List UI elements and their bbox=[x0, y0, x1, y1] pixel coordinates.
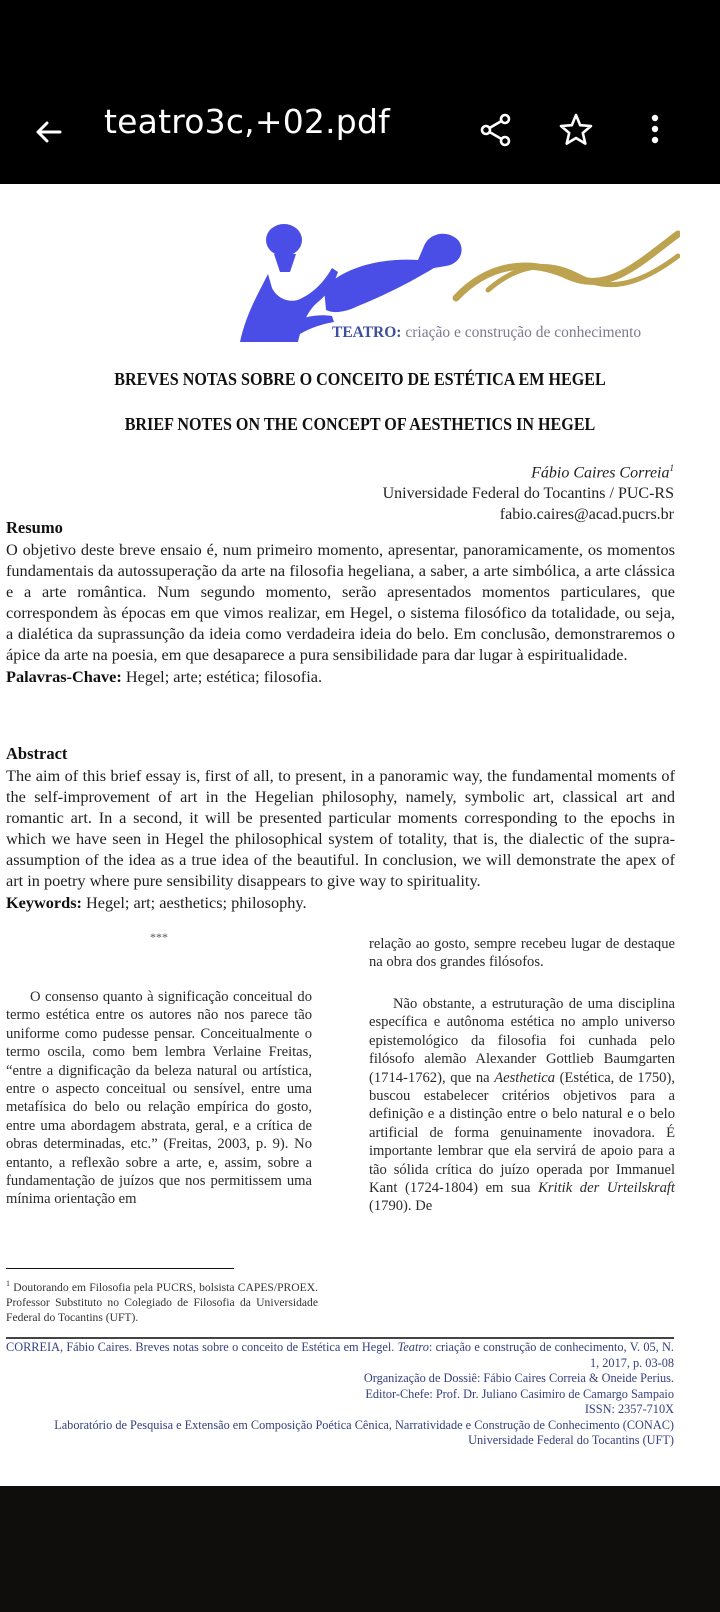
citation-organizacao: Organização de Dossiê: Fábio Caires Correia & Oneide Perius. bbox=[363, 1371, 674, 1385]
citation-university: Universidade Federal do Tocantins (UFT) bbox=[468, 1433, 674, 1447]
app-bar bbox=[0, 80, 720, 184]
article-title-en: BRIEF NOTES ON THE CONCEPT OF AESTHETICS IN HEGEL bbox=[124, 414, 596, 434]
author-block bbox=[383, 458, 674, 525]
pdf-page[interactable] bbox=[0, 184, 720, 1486]
abstract-text: The aim of this brief essay is, first of all, to present, in a panoramic way, the fundamental moments of the self-improvement of art in the Hegelian philosophy, namely, symbolic art, classical art and romantic art. In a second, it will be presented particular moments corresponding to the epochs in which we have seen in Hegel the philosophical system of totality, that is, the dialectic of the supra-assumption of the idea as a true idea of the beautiful. In conclusion, we will demonstrate the apex of art in poetry where pure sensibility disappears to give way to spirituality. Keywords: Hegel; art; aesthetics; philosophy. bbox=[6, 766, 675, 912]
footnote-rule bbox=[6, 1268, 234, 1269]
author-affiliation: Universidade Federal do Tocantins / PUC-RS bbox=[382, 485, 674, 503]
share-icon[interactable] bbox=[476, 110, 516, 150]
citation-reference: CORREIA, Fábio Caires. Breves notas sobre o conceito de Estética em Hegel. Teatro: criação e construção de conhecimento, V. 05, N. 1, 2017, p. 03-08 bbox=[6, 1340, 674, 1370]
arrow-back-icon[interactable] bbox=[30, 112, 70, 152]
body-left-column: O consenso quanto à significação conceitual do termo estética entre os autores não nos parece tão uniforme como pudesse pensar. Conceitualmente o termo oscila, como bem lembra Verlaine Freitas, “entre a dignificação da beleza natural ou artística, entre o aspecto conceitual ou sensível, entre uma metafísica do belo ou relação empírica do gosto, entre uma abordagem abstrata, geral, e a crítica de obras determinadas, etc.” (Freitas, 2003, p. 9). No entanto, a reflexão sobre a arte, e, assim, sobre a fundamentação de juízos que nos permitissem uma mínima orientação em bbox=[6, 989, 312, 1208]
footnote: $^1$ Doutorando em Filosofia pela PUCRS, bolsista CAPES/PROEX. Professor Substituto no Colegiado de Filosofia da Universidade Federal do Tocantins (UFT). bbox=[6, 1279, 318, 1325]
resumo-heading: Resumo bbox=[6, 518, 63, 537]
citation-editor: Editor-Chefe: Prof. Dr. Juliano Casimiro de Camargo Sampaio bbox=[365, 1386, 674, 1401]
author-name: Fábio Caires Correia$^1$ bbox=[531, 463, 674, 482]
body-right-paragraph-1: relação ao gosto, sempre recebeu lugar de destaque na obra dos grandes filósofos. bbox=[369, 936, 675, 971]
citation-issn: ISSN: 2357-710X bbox=[584, 1402, 674, 1416]
footer-rule bbox=[6, 1337, 674, 1339]
citation-lab: Laboratório de Pesquisa e Extensão em Composição Poética Cênica, Narratividade e Construção de Conhecimento (CONAC) bbox=[54, 1417, 674, 1432]
citation-footer bbox=[6, 1340, 674, 1449]
document-title: teatro3c,+02.pdf bbox=[104, 102, 390, 141]
author-email[interactable]: fabio.caires@acad.pucrs.br bbox=[499, 506, 674, 524]
body-right-paragraph-2: Não obstante, a estruturação de uma disciplina específica e autônoma estética no amplo universo epistemológico da filosofia foi cunhada pelo filósofo alemão Alexander Gottlieb Baumgarten (1714-1762), que na Aesthetica (Estética, de 1750), buscou estabelecer critérios objetivos para a definição e a distinção entre o belo natural e o belo artificial de forma genuinamente inovadora. É importante lembrar que ela servirá de apoio para a tão sólida crítica do juízo operada por Immanuel Kant (1724-1804) em sua Kritik der Urteilskraft (1790). De bbox=[369, 996, 675, 1215]
article-title-pt: BREVES NOTAS SOBRE O CONCEITO DE ESTÉTICA EM HEGEL bbox=[114, 369, 606, 389]
abstract-heading: Abstract bbox=[6, 744, 68, 763]
logo-caption: TEATRO: criação e construção de conhecimento bbox=[332, 324, 642, 341]
status-bar bbox=[0, 0, 720, 80]
star-outline-icon[interactable] bbox=[556, 110, 596, 150]
section-separator: *** bbox=[150, 930, 168, 944]
more-vert-icon[interactable] bbox=[640, 110, 670, 150]
viewer-background bbox=[0, 1486, 720, 1612]
resumo-text: O objetivo deste breve ensaio é, num primeiro momento, apresentar, panoramicamente, os momentos fundamentais da autossuperação da arte na filosofia hegeliana, a saber, a arte simbólica, a arte clássica e a arte romântica. Num segundo momento, serão apresentados momentos particulares, que correspondem às épocas em que vimos realizar, em Hegel, o sistema filosófico da totalidade, ou seja, a dialética da suprassunção da ideia como verdadeira ideia do belo. Em conclusão, demonstraremos o ápice da arte na poesia, em que desaparece a pura sensibilidade para dar lugar à espiritualidade. Palavras-Chave: Hegel; arte; estética; filosofia. bbox=[6, 540, 675, 686]
